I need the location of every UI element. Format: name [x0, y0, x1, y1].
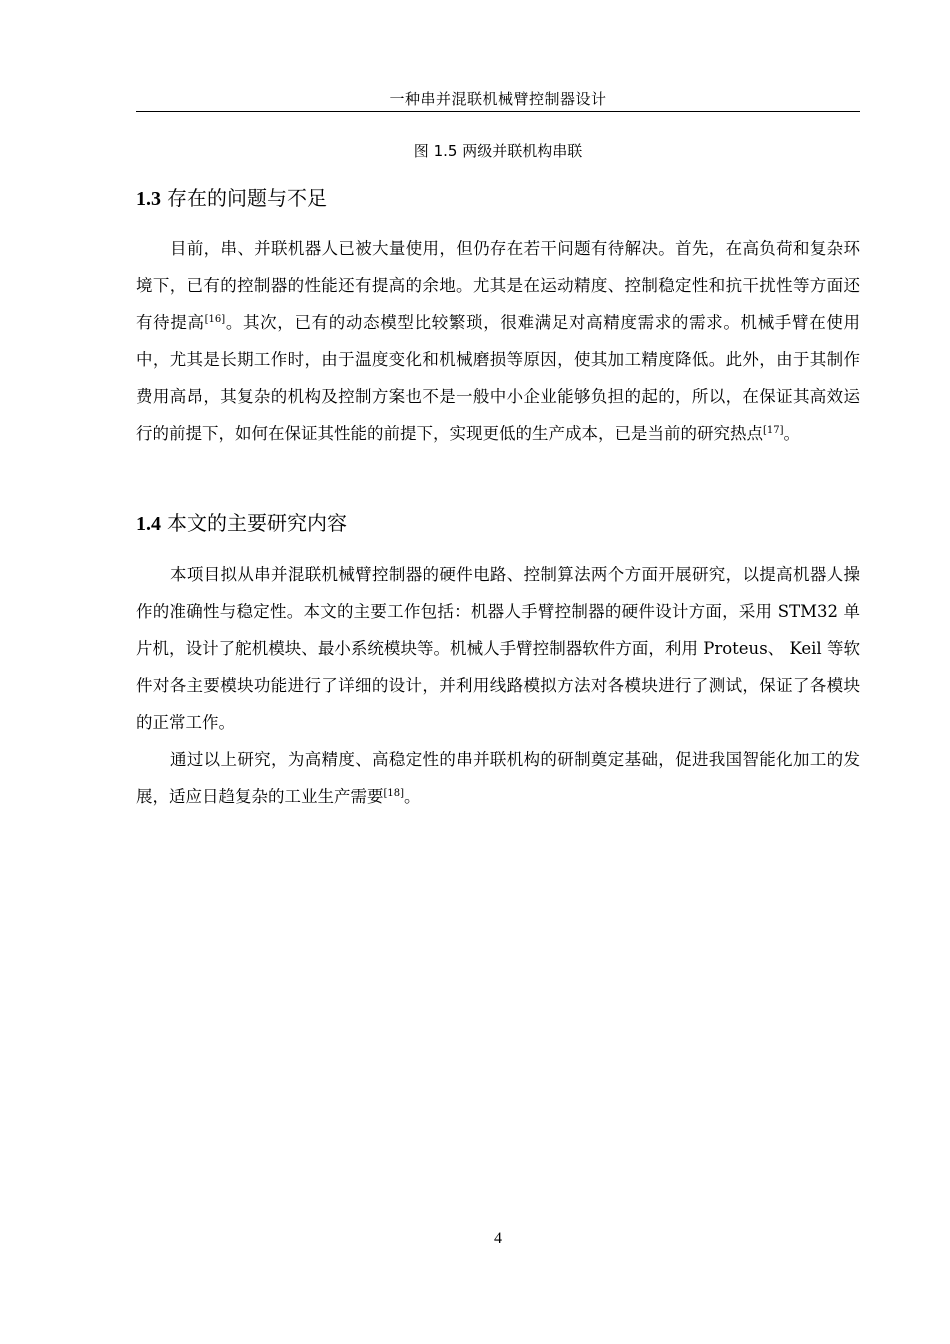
- figure-caption: 图 1.5 两级并联机构串联: [413, 142, 583, 160]
- citation-ref: [18]: [383, 788, 405, 799]
- paragraph-text: 。其次，已有的动态模型比较繁琐，很难满足对高精度需求的需求。机械手臂在使用中，尤其是长期工作时，由于温度变化和机械磨损等原因，使其加工精度降低。此外，由于其制作费用高昂，其复杂的机构及控制方案也不是一般中小企业能够负担的起的，所以，在保证其高效运行的前提下，如何在保证其性能的前提下，实现更低的生产成本，已是当前的研究热点: [136, 313, 861, 443]
- paragraph-text: 本项目拟从串并混联机械臂控制器的硬件电路、控制算法两个方面开展研究，以提高机器人操作的准确性与稳定性。本文的主要工作包括：机器人手臂控制器的硬件设计方面，采用 STM32 单片机，设计了舵机模块、最小系统模块等。机械人手臂控制器软件方面，利用 Proteus、 Keil 等软件对各主要模块功能进行了详细的设计，并利用线路模拟方法对各模块进行了测试，保证了各模块的正常工作。: [136, 565, 860, 732]
- section-number: 1.3: [136, 188, 161, 210]
- header-rule: [136, 111, 860, 112]
- paragraph-text: 。: [404, 787, 421, 806]
- citation-ref: [16]: [204, 314, 226, 325]
- section-heading-1-3: [136, 184, 860, 213]
- section-heading-1-4: [136, 509, 860, 538]
- section-title: 本文的主要研究内容: [167, 511, 347, 535]
- paragraph-1-3: [136, 230, 860, 452]
- paragraph-text: 。: [783, 424, 801, 443]
- paragraph-1-4-b: [136, 741, 860, 815]
- paragraph-1-4-a: [136, 556, 860, 741]
- running-header: 一种串并混联机械臂控制器设计: [389, 90, 607, 108]
- section-number: 1.4: [136, 513, 161, 535]
- section-title: 存在的问题与不足: [167, 186, 327, 210]
- citation-ref: [17]: [763, 425, 784, 436]
- paragraph-text: 通过以上研究，为高精度、高稳定性的串并联机构的研制奠定基础，促进我国智能化加工的发展，适应日趋复杂的工业生产需要: [136, 750, 860, 806]
- paragraph-text: 目前，串、并联机器人已被大量使用，但仍存在若干问题有待解决。首先，在高负荷和复杂环境下，已有的控制器的性能还有提高的余地。尤其是在运动精度、控制稳定性和抗干扰性等方面还有待提高: [136, 239, 860, 332]
- page-number: 4: [494, 1230, 502, 1247]
